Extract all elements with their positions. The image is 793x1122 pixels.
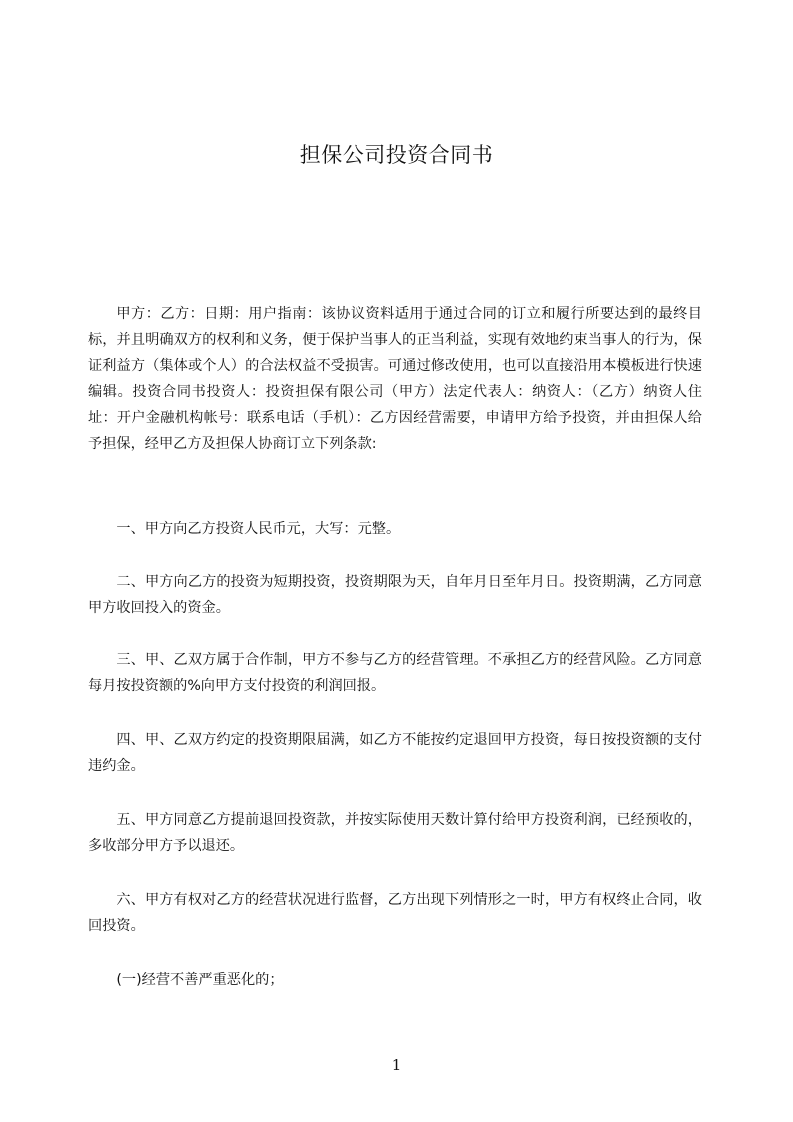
- clause-1: 一、甲方向乙方投资人民币元，大写：元整。: [116, 521, 401, 538]
- clause-6-item-1: (一)经营不善严重恶化的；: [116, 972, 284, 989]
- clause-2: 二、甲方向乙方的投资为短期投资，投资期限为天，自年月日至年月日。投资期满，乙方同意甲方收回投入的资金。: [88, 574, 702, 617]
- clause-4: 四、甲、乙双方约定的投资期限届满，如乙方不能按约定退回甲方投资，每日按投资额的支付违约金。: [88, 732, 702, 775]
- clause-3: 三、甲、乙双方属于合作制，甲方不参与乙方的经营管理。不承担乙方的经营风险。乙方同意每月按投资额的%向甲方支付投资的利润回报。: [88, 652, 702, 695]
- intro-paragraph: 甲方：乙方：日期：用户指南：该协议资料适用于通过合同的订立和履行所要达到的最终目标，并且明确双方的权利和义务，便于保护当事人的正当利益，实现有效地约束当事人的行为，保证利益方（集体或个人）的合法权益不受损害。可通过修改使用，也可以直接沿用本模板进行快速编辑。投资合同书投资人：投资担保有限公司（甲方）法定代表人：纳资人：（乙方）纳资人住址：开户金融机构帐号：联系电话（手机）：乙方因经营需要，申请甲方给予投资，并由担保人给予担保，经甲乙方及担保人协商订立下列条款:: [88, 306, 702, 453]
- clause-5: 五、甲方同意乙方提前退回投资款，并按实际使用天数计算付给甲方投资利润，已经预收的，多收部分甲方予以退还。: [88, 812, 702, 855]
- clause-6: 六、甲方有权对乙方的经营状况进行监督，乙方出现下列情形之一时，甲方有权终止合同，收回投资。: [88, 892, 702, 935]
- document-title: 担保公司投资合同书: [299, 143, 494, 167]
- page-number: 1: [391, 1056, 402, 1074]
